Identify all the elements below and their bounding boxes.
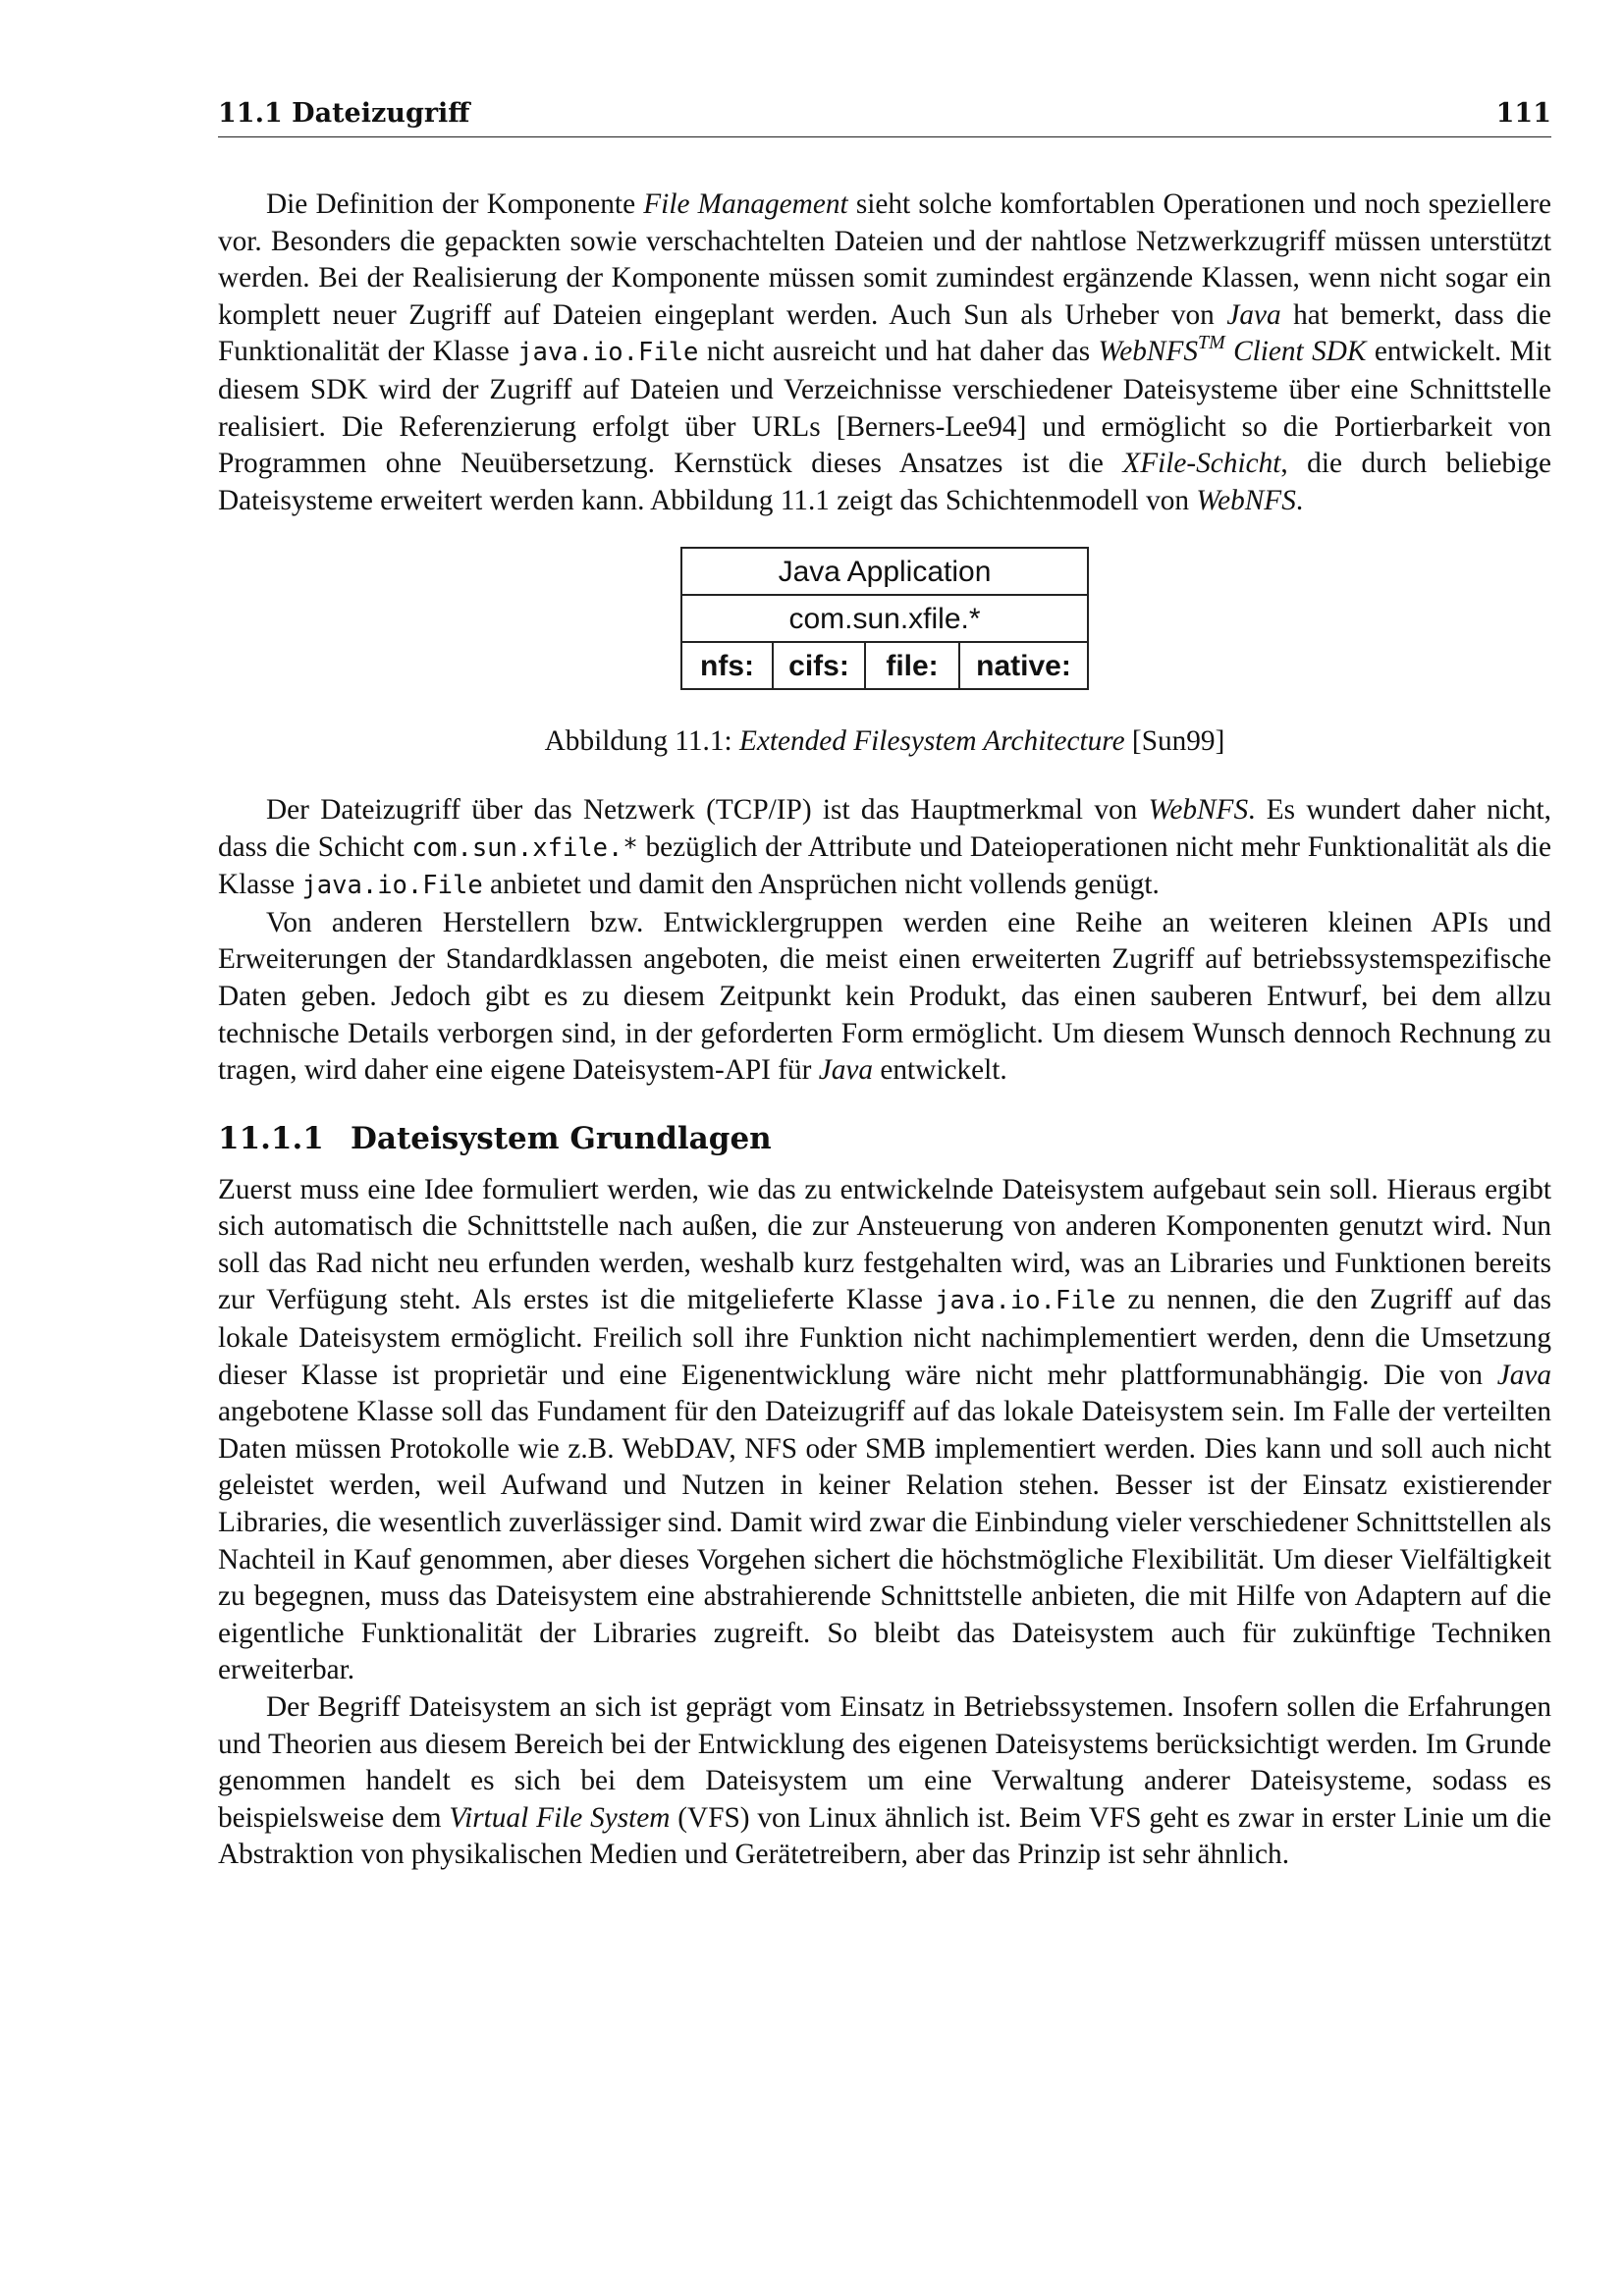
caption-label: Abbildung 11.1: [544, 725, 739, 758]
caption-citation: [Sun99] [1124, 725, 1225, 758]
section-number: 11.1.1 [218, 1120, 324, 1156]
running-head-section: 11.1 Dateizugriff [218, 98, 470, 129]
emphasis: WebNFS [1196, 484, 1296, 516]
text-run: Zuerst muss eine Idee formuliert werden, wie das zu entwickelnde Dateisystem aufgebaut sein soll. Hieraus ergibt sich automatisch die Schnittstelle nach außen, die zur Ansteuerung von anderen Komponenten genutzt wird. Nun soll das Rad nicht neu erfunden werden, weshalb kurz festgehalten wird, was an Libraries und Funktionen bereits zur Verfügung steht. Als erstes ist die mitgelieferte Klasse [218, 1173, 1551, 1316]
inline-code: com.sun.xfile.* [411, 832, 638, 863]
text-run: bezüglich der Attribute und Dateioperationen nicht mehr Funktionalität als die Klasse [218, 830, 1551, 901]
text-run: entwickelt. Mit diesem SDK wird der Zugriff auf Dateien und Verzeichnisse verschiedener Dateisysteme über eine Schnittstelle realisiert. Die Referenzierung erfolgt über URLs [Berners-Lee94] und ermöglicht so die Portierbarkeit von Programmen ohne Neuübersetzung. Kernstück dieses Ansatzes ist die [218, 336, 1551, 480]
emphasis: WebNFS [1148, 793, 1249, 826]
text-run: zu nennen, die den Zugriff auf das lokale Dateisystem ermöglicht. Freilich soll ihre Funktion nicht nachimplementiert werden, denn die Umsetzung dieser Klasse ist proprietär und eine Eigenentwicklung wäre nicht mehr plattformunabhängig. Die von [218, 1284, 1551, 1391]
section-heading [218, 1119, 1551, 1158]
emphasis: Virtual File System [449, 1801, 671, 1834]
text-run: angebotene Klasse soll das Fundament für den Dateizugriff auf das lokale Dateisystem sein. Im Falle der verteilten Daten müssen Protokolle wie z.B. WebDAV, NFS oder SMB implementiert werden. Dies kann und soll auch nicht geleistet werden, weil Aufwand und Nutzen in keiner Relation stehen. Besser ist der Einsatz existierender Libraries, die wesentlich zuverlässiger sind. Damit wird zwar die Einbindung vieler verschiedener Schnittstellen als Nachteil in Kauf genommen, aber dieses Vorgehen sichert die höchstmögliche Flexibilität. Um dieser Vielfältigkeit zu begegnen, muss das Dateisystem eine abstrahierende Schnittstelle anbieten, die mit Hilfe von Adaptern auf die eigentliche Funktionalität der Libraries zugreift. So bleibt das Dateisystem auch für zukünftige Techniken erweiterbar. [218, 1396, 1551, 1686]
page-number: 111 [1495, 98, 1551, 129]
layer-xfile: com.sun.xfile.* [682, 596, 1087, 643]
inline-code: java.io.File [935, 1286, 1116, 1316]
text-run: hat bemerkt, dass die Funktionalität der Klasse [218, 298, 1551, 368]
text-run: entwickelt. [873, 1054, 1007, 1087]
text-run: nicht ausreicht und hat daher das [698, 336, 1099, 368]
protocol-native: native: [976, 649, 1071, 682]
text-run: . [1295, 484, 1304, 516]
body-text [218, 187, 1551, 1874]
paragraph-5 [218, 1689, 1551, 1874]
layer-diagram [680, 547, 1089, 690]
text-run: Der Dateizugriff über das Netzwerk (TCP/IP) ist das Hauptmerkmal von [266, 793, 1149, 826]
text-run: anbietet und damit den Ansprüchen nicht vollends genügt. [482, 869, 1160, 901]
caption-title: Extended Filesystem Architecture [738, 725, 1125, 758]
inline-code: java.io.File [517, 338, 699, 368]
protocol-file: file: [866, 643, 960, 688]
text-run: , die durch beliebige Dateisysteme erweitert werden kann. Abbildung 11.1 zeigt das Schichtenmodell von [218, 448, 1551, 516]
protocol-cifs: cifs: [774, 643, 866, 688]
paragraph-4 [218, 1172, 1551, 1689]
layer-java-application: Java Application [682, 549, 1087, 596]
text-run: . Es wundert daher nicht, dass die Schicht [218, 793, 1551, 863]
trademark-superscript: TM [1198, 332, 1225, 354]
text-run: Der Begriff Dateisystem an sich ist geprägt vom Einsatz in Betriebssystemen. Insofern sollen die Erfahrungen und Theorien aus diesem Bereich bei der Entwicklung des eigenen Dateisystems berücksichtigt werden. Im Grunde genommen handelt es sich bei dem Dateisystem um eine Verwaltung anderer Dateisysteme, sodass es beispielsweise dem [218, 1691, 1551, 1834]
layer-protocols [682, 643, 1087, 688]
emphasis: Java [818, 1054, 874, 1087]
emphasis: WebNFS [1098, 336, 1198, 368]
text-run: Die Definition der Komponente [266, 188, 644, 220]
emphasis: XFile-Schicht [1122, 448, 1281, 480]
inline-code: java.io.File [301, 871, 483, 901]
text-run: Von anderen Herstellern bzw. Entwicklergruppen werden eine Reihe an weiteren kleinen APIs und Erweiterungen der Standardklassen angeboten, die meist einen erweiterten Zugriff auf betriebssystemspezifische Daten geben. Jedoch gibt es zu diesem Zeitpunkt kein Produkt, das einen sauberen Entwurf, bei dem allzu technische Details verborgen sind, in der geforderten Form ermöglicht. Um diesem Wunsch dennoch Rechnung zu tragen, wird daher eine eigene Dateisystem-API für [218, 906, 1551, 1087]
emphasis: File Management [643, 188, 848, 220]
emphasis: Client SDK [1224, 336, 1367, 368]
section-title: Dateisystem Grundlagen [351, 1120, 772, 1156]
text-run: (VFS) von Linux ähnlich ist. Beim VFS geht es zwar in erster Linie um die Abstraktion von physikalischen Medien und Gerätetreibern, aber das Prinzip ist sehr ähnlich. [218, 1801, 1551, 1871]
protocol-nfs: nfs: [682, 643, 774, 688]
page [218, 98, 1551, 1874]
paragraph-2 [218, 792, 1551, 905]
emphasis: Java [1226, 298, 1281, 331]
text-run: sieht solche komfortablen Operationen und noch speziellere vor. Besonders die gepackten sowie verschachtelten Dateien und der nahtlose Netzwerkzugriff müssen unterstützt werden. Bei der Realisierung der Komponente müssen somit zumindest ergänzende Klassen, wenn nicht sogar ein komplett neuer Zugriff auf Dateien eingeplant werden. Auch Sun als Urheber von [218, 188, 1551, 331]
paragraph-1 [218, 187, 1551, 519]
figure-caption [218, 723, 1551, 761]
emphasis: Java [1496, 1359, 1551, 1391]
paragraph-3 [218, 905, 1551, 1090]
running-head [218, 98, 1551, 137]
